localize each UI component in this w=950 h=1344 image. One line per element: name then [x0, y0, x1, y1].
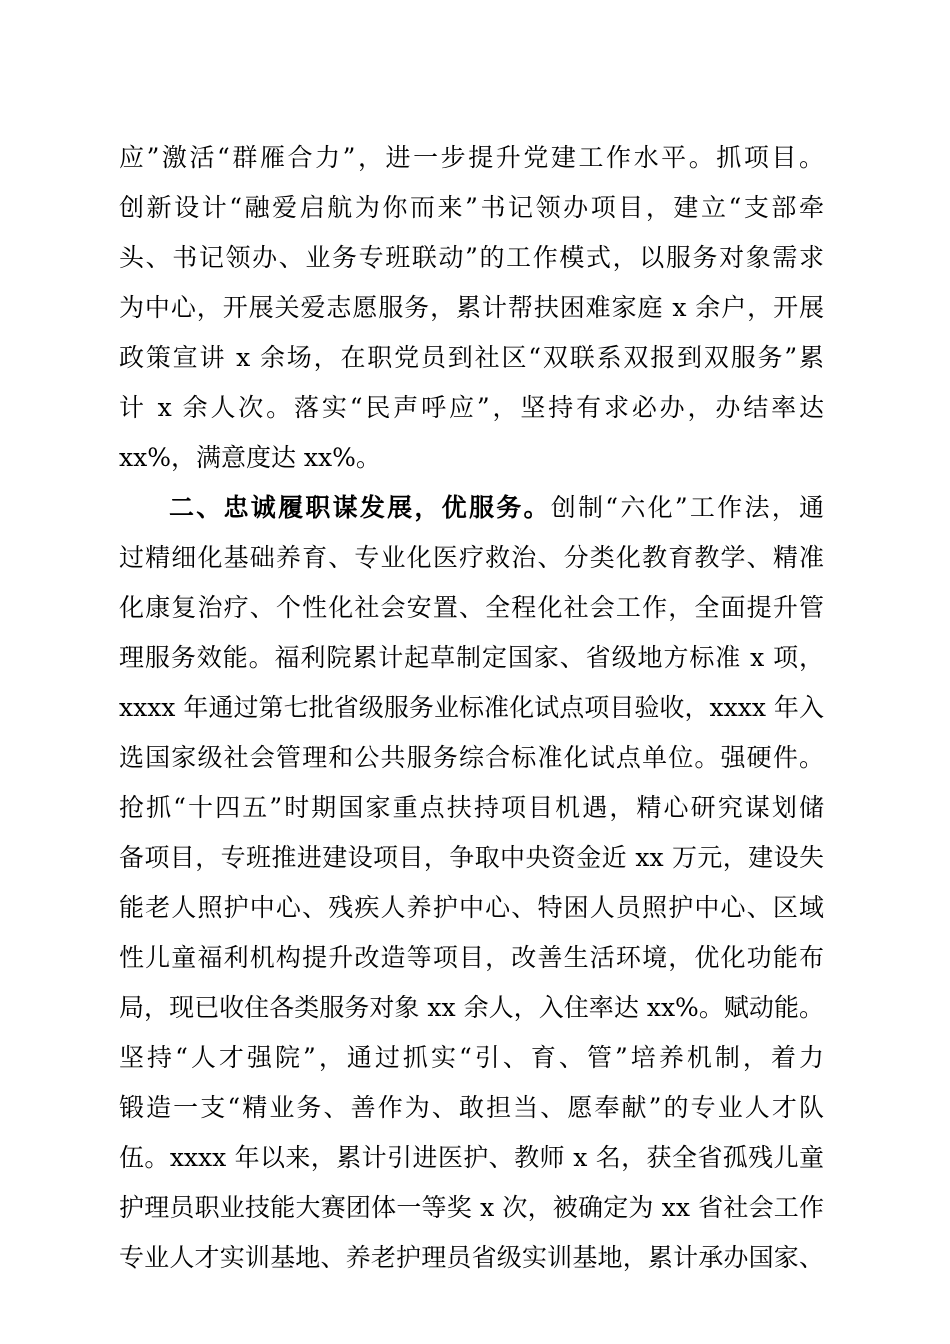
body-text-line: 化康复治疗、个性化社会安置、全程化社会工作，全面提升管 [119, 593, 824, 622]
body-text-line: xxxx 年通过第七批省级服务业标准化试点项目验收，xxxx 年入 [119, 693, 824, 722]
body-text-line: 性儿童福利机构提升改造等项目，改善生活环境，优化功能布 [119, 943, 824, 972]
body-text-line: 计 x 余人次。落实“民声呼应”，坚持有求必办，办结率达 [119, 393, 824, 422]
body-text-line: 备项目，专班推进建设项目，争取中央资金近 xx 万元，建设失 [119, 843, 824, 872]
body-text-line: 抢抓“十四五”时期国家重点扶持项目机遇，精心研究谋划储 [119, 793, 824, 822]
body-text-line: 护理员职业技能大赛团体一等奖 x 次，被确定为 xx 省社会工作 [119, 1193, 824, 1222]
section-2-first-line-text: 创制“六化”工作法，通 [550, 493, 824, 522]
body-text-line: 坚持“人才强院”，通过抓实“引、育、管”培养机制，着力 [119, 1043, 824, 1072]
body-text-line: 能老人照护中心、残疾人养护中心、特困人员照护中心、区域 [119, 893, 824, 922]
body-text-line: 创新设计“融爱启航为你而来”书记领办项目，建立“支部牵 [119, 193, 824, 222]
body-text-line: 应”激活“群雁合力”，进一步提升党建工作水平。抓项目。 [119, 143, 824, 172]
body-text-line: 专业人才实训基地、养老护理员省级实训基地，累计承办国家、 [119, 1243, 824, 1272]
body-text-line: 头、书记领办、业务专班联动”的工作模式，以服务对象需求 [119, 243, 824, 272]
body-text-line: 锻造一支“精业务、善作为、敢担当、愿奉献”的专业人才队 [119, 1093, 824, 1122]
body-text-line: 过精细化基础养育、专业化医疗救治、分类化教育教学、精准 [119, 543, 824, 572]
body-text-line: 选国家级社会管理和公共服务综合标准化试点单位。强硬件。 [119, 743, 824, 772]
body-text-line: 理服务效能。福利院累计起草制定国家、省级地方标准 x 项， [119, 643, 824, 672]
body-text-line: xx%，满意度达 xx%。 [119, 443, 381, 472]
body-text-line: 局，现已收住各类服务对象 xx 余人，入住率达 xx%。赋动能。 [119, 993, 824, 1022]
body-text-line: 为中心，开展关爱志愿服务，累计帮扶困难家庭 x 余户，开展 [119, 293, 824, 322]
body-text-line: 政策宣讲 x 余场，在职党员到社区“双联系双报到双服务”累 [119, 343, 824, 372]
body-text-line: 伍。xxxx 年以来，累计引进医护、教师 x 名，获全省孤残儿童 [119, 1143, 824, 1172]
section-2-first-line [169, 488, 824, 528]
section-2-heading: 二、忠诚履职谋发展，优服务。 [169, 493, 551, 522]
